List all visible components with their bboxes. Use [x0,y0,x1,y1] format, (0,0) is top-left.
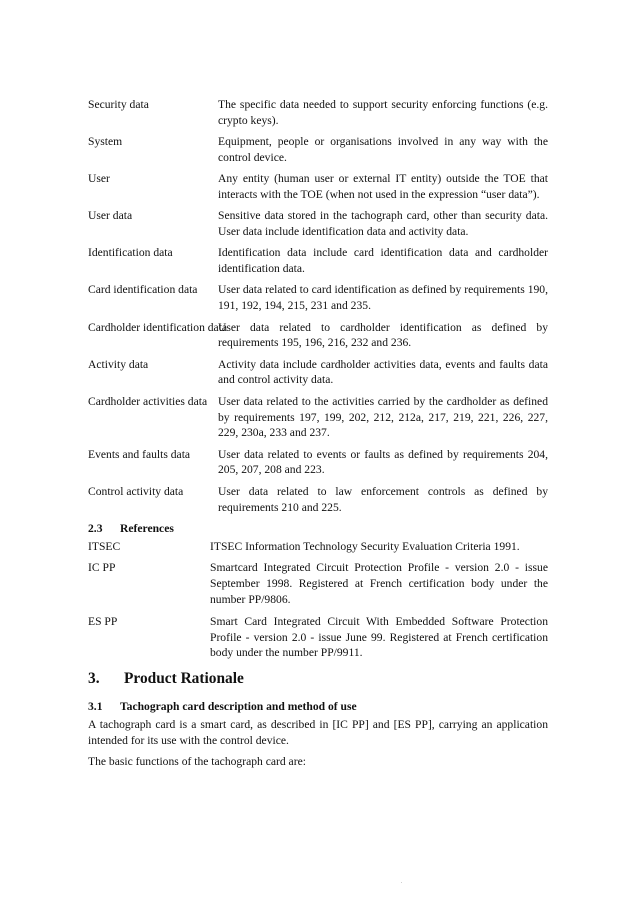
definition-term: Activity data [88,357,149,371]
definition-entry [88,282,548,314]
section-heading [88,699,548,715]
definition-term: User data [88,209,133,223]
document-page [88,97,548,776]
definition-term: Card identification data [88,283,198,297]
definition-entry [88,357,548,389]
reference-key: IC PP [88,561,116,575]
definition-entry [88,447,548,479]
definition-term: User [88,172,110,186]
definition-text: The specific data needed to support security enforcing functions (e.g. crypto keys). [218,98,548,127]
definition-term: Control activity data [88,484,184,498]
reference-text: Smart Card Integrated Circuit With Embedded Software Protection Profile - version 2.0 - issue June 99. Registered at French certification body under the number PP/9911. [210,614,548,660]
section-number: 3.1 [88,700,103,713]
definition-entry [88,484,548,516]
definition-term: System [88,135,123,149]
section-number: 2.3 [88,521,103,535]
definition-text: Equipment, people or organisations involved in any way with the control device. [218,135,548,164]
definition-text: Sensitive data stored in the tachograph card, other than security data. User data include identification data and activity data. [218,209,548,239]
definition-term: Cardholder activities data [88,394,208,408]
definition-text: User data related to the activities carried by the cardholder as defined by requirements 197, 199, 202, 212, 212a, 217, 219, 221, 226, 227, 229, 230a, 233 and 237. [218,394,548,440]
definition-entry [88,97,548,129]
definition-term: Security data [88,98,149,111]
reference-entry [88,539,548,555]
scan-speck [401,882,402,883]
definition-text: Activity data include cardholder activities data, events and faults data and control activity data. [218,357,548,387]
definition-text: Any entity (human user or external IT entity) outside the TOE that interacts with the TOE (when not used in the expression “user data”). [218,172,548,201]
definition-text: User data related to law enforcement controls as defined by requirements 210 and 225. [218,484,548,514]
reference-key: ES PP [88,614,118,628]
definition-term: Events and faults data [88,447,191,461]
chapter-heading [88,671,548,687]
definition-text: User data related to cardholder identification as defined by requirements 195, 196, 216, 232 and 236. [218,320,548,350]
reference-text: Smartcard Integrated Circuit Protection Profile - version 2.0 - issue September 1998. Registered at French certification body under the number PP/9806. [210,561,548,607]
body-paragraph: The basic functions of the tachograph card are: [88,755,306,769]
body-paragraph: A tachograph card is a smart card, as described in [IC PP] and [ES PP], carrying an application intended for its use with the control device. [88,717,548,747]
definition-term: Cardholder identification data [88,320,228,334]
definition-term: Identification data [88,246,173,260]
definition-text: Identification data include card identification data and cardholder identification data. [218,246,548,276]
definition-entry [88,134,548,166]
references-heading [88,521,548,537]
definition-entry [88,394,548,441]
section-title: References [120,521,174,535]
definition-text: User data related to card identification as defined by requirements 190, 191, 192, 194, 215, 231 and 235. [218,283,548,313]
definition-entry [88,320,548,352]
reference-key: ITSEC [88,539,121,553]
reference-entry [88,614,548,661]
chapter-title: Product Rationale [124,670,244,688]
reference-text: ITSEC Information Technology Security Evaluation Criteria 1991. [210,539,520,553]
definition-entry [88,171,548,203]
section-title: Tachograph card description and method of use [120,700,357,713]
reference-entry [88,560,548,607]
definition-entry [88,208,548,240]
definition-text: User data related to events or faults as defined by requirements 204, 205, 207, 208 and 223. [218,447,548,477]
chapter-number: 3. [88,670,100,688]
definition-entry [88,245,548,277]
